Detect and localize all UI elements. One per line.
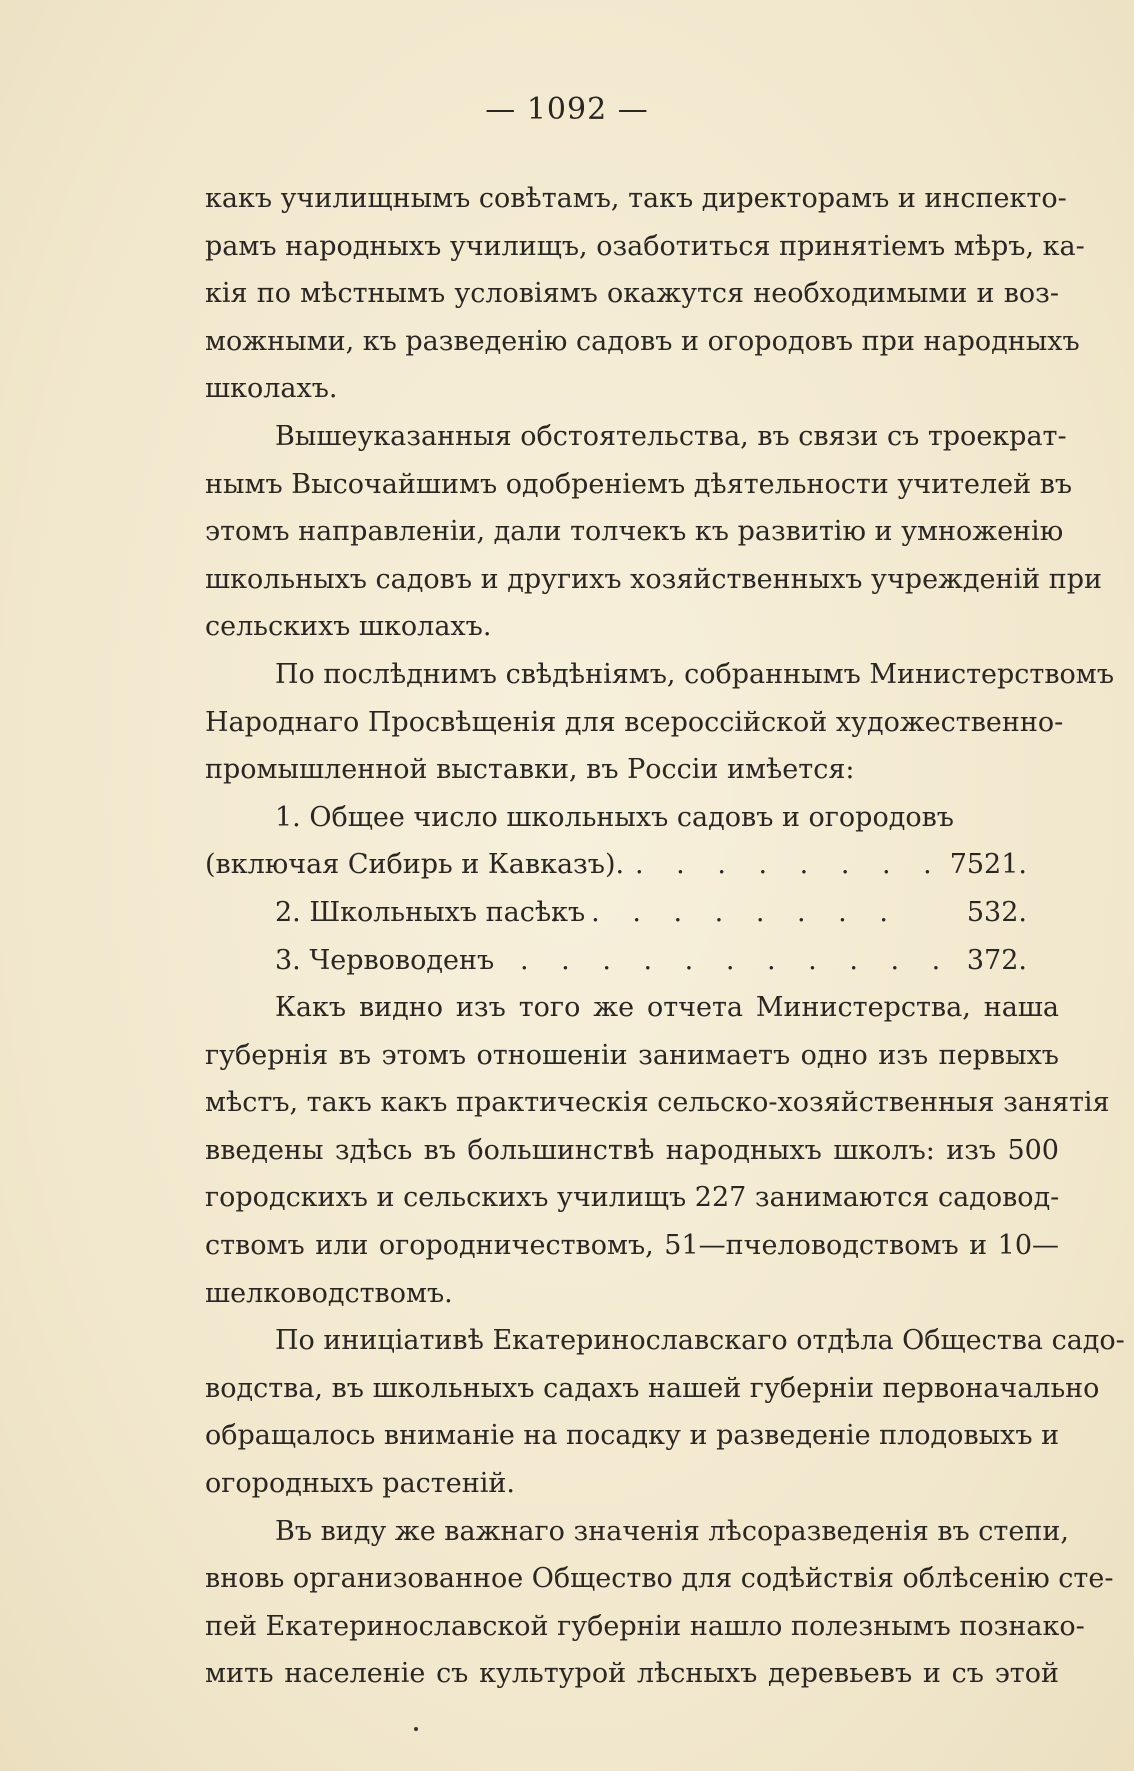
- text-line: мѣстъ, такъ какъ практическія сельско-хозяйственныя занятія: [205, 1087, 1110, 1119]
- list-item-dots: . . . . . . . .: [635, 849, 944, 881]
- text-line: По иниціативѣ Екатеринославскаго отдѣла Общества садо-: [275, 1325, 1125, 1357]
- list-item-value: 372.: [966, 944, 1027, 976]
- list-item-value: 7521.: [949, 849, 1027, 881]
- text-line: мить населеніе съ культурой лѣсныхъ деревьевъ и съ этой: [205, 1658, 1059, 1690]
- text-line: вновь организованное Общество для содѣйствія облѣсенію сте-: [205, 1563, 1114, 1595]
- list-item-label: 2. Школьныхъ пасѣкъ: [275, 896, 586, 928]
- page-number: — 1092 —: [485, 92, 649, 127]
- text-line: ствомъ или огородничествомъ, 51—пчеловодствомъ и 10—: [205, 1230, 1059, 1262]
- text-line: огородныхъ растеній.: [205, 1468, 515, 1500]
- list-item: [205, 937, 1059, 985]
- text-line: городскихъ и сельскихъ училищъ 227 занимаются садовод-: [205, 1182, 1060, 1214]
- list-intro: 1. Общее число школьныхъ садовъ и огородовъ: [275, 801, 954, 833]
- text-line: сельскихъ школахъ.: [205, 611, 492, 643]
- text-line: Какъ видно изъ того же отчета Министерства, наша: [275, 992, 1059, 1024]
- text-line: школьныхъ садовъ и другихъ хозяйственныхъ учрежденій при: [205, 563, 1102, 595]
- text-block-1: [205, 175, 1114, 794]
- print-speck: [414, 1727, 418, 1731]
- text-line: обращалось вниманіе на посадку и разведеніе плодовыхъ и: [205, 1420, 1060, 1452]
- text-line: введены здѣсь въ большинствѣ народныхъ школъ: изъ 500: [205, 1134, 1059, 1166]
- text-line: Въ виду же важнаго значенія лѣсоразведенія въ степи,: [275, 1515, 1069, 1547]
- statistics-list: [205, 794, 1059, 984]
- text-line: нымъ Высочайшимъ одобреніемъ дѣятельности учителей въ: [205, 468, 1073, 500]
- list-item: [205, 889, 1059, 937]
- text-line: школахъ.: [205, 373, 338, 405]
- list-item-dots: . . . . . . . . . . .: [520, 944, 953, 976]
- text-block-2: [205, 984, 1125, 1698]
- list-item-label: (включая Сибирь и Кавказъ).: [205, 849, 625, 881]
- text-line: пей Екатеринославской губерніи нашло полезнымъ познако-: [205, 1610, 1085, 1642]
- text-line: шелководствомъ.: [205, 1277, 453, 1309]
- text-line: Народнаго Просвѣщенія для всероссійской художественно-: [205, 706, 1064, 738]
- text-line: По послѣднимъ свѣдѣніямъ, собраннымъ Министерствомъ: [275, 658, 1114, 690]
- text-line: этомъ направленіи, дали толчекъ къ развитію и умноженію: [205, 516, 1064, 548]
- text-line: водства, въ школьныхъ садахъ нашей губерніи первоначально: [205, 1372, 1100, 1404]
- list-item-dots: . . . . . . . . .: [550, 896, 900, 928]
- list-item-value: 532.: [966, 896, 1027, 928]
- text-line: кія по мѣстнымъ условіямъ окажутся необходимыми и воз-: [205, 278, 1059, 310]
- text-line: можными, къ разведенію садовъ и огородовъ при народныхъ: [205, 325, 1080, 357]
- list-item: [205, 841, 1059, 889]
- list-intro-row: [205, 794, 1059, 842]
- text-line: промышленной выставки, въ Россіи имѣется:: [205, 754, 855, 786]
- list-item-label: 3. Червоводенъ: [275, 944, 495, 976]
- text-line: Вышеуказанныя обстоятельства, въ связи съ троекрат-: [275, 420, 1067, 452]
- text-line: губернія въ этомъ отношеніи занимаетъ одно изъ первыхъ: [205, 1039, 1059, 1071]
- text-line: какъ училищнымъ совѣтамъ, такъ директорамъ и инспекто-: [205, 183, 1067, 214]
- body-text: [205, 175, 1125, 1698]
- text-line: рамъ народныхъ училищъ, озаботиться принятіемъ мѣръ, ка-: [205, 230, 1085, 262]
